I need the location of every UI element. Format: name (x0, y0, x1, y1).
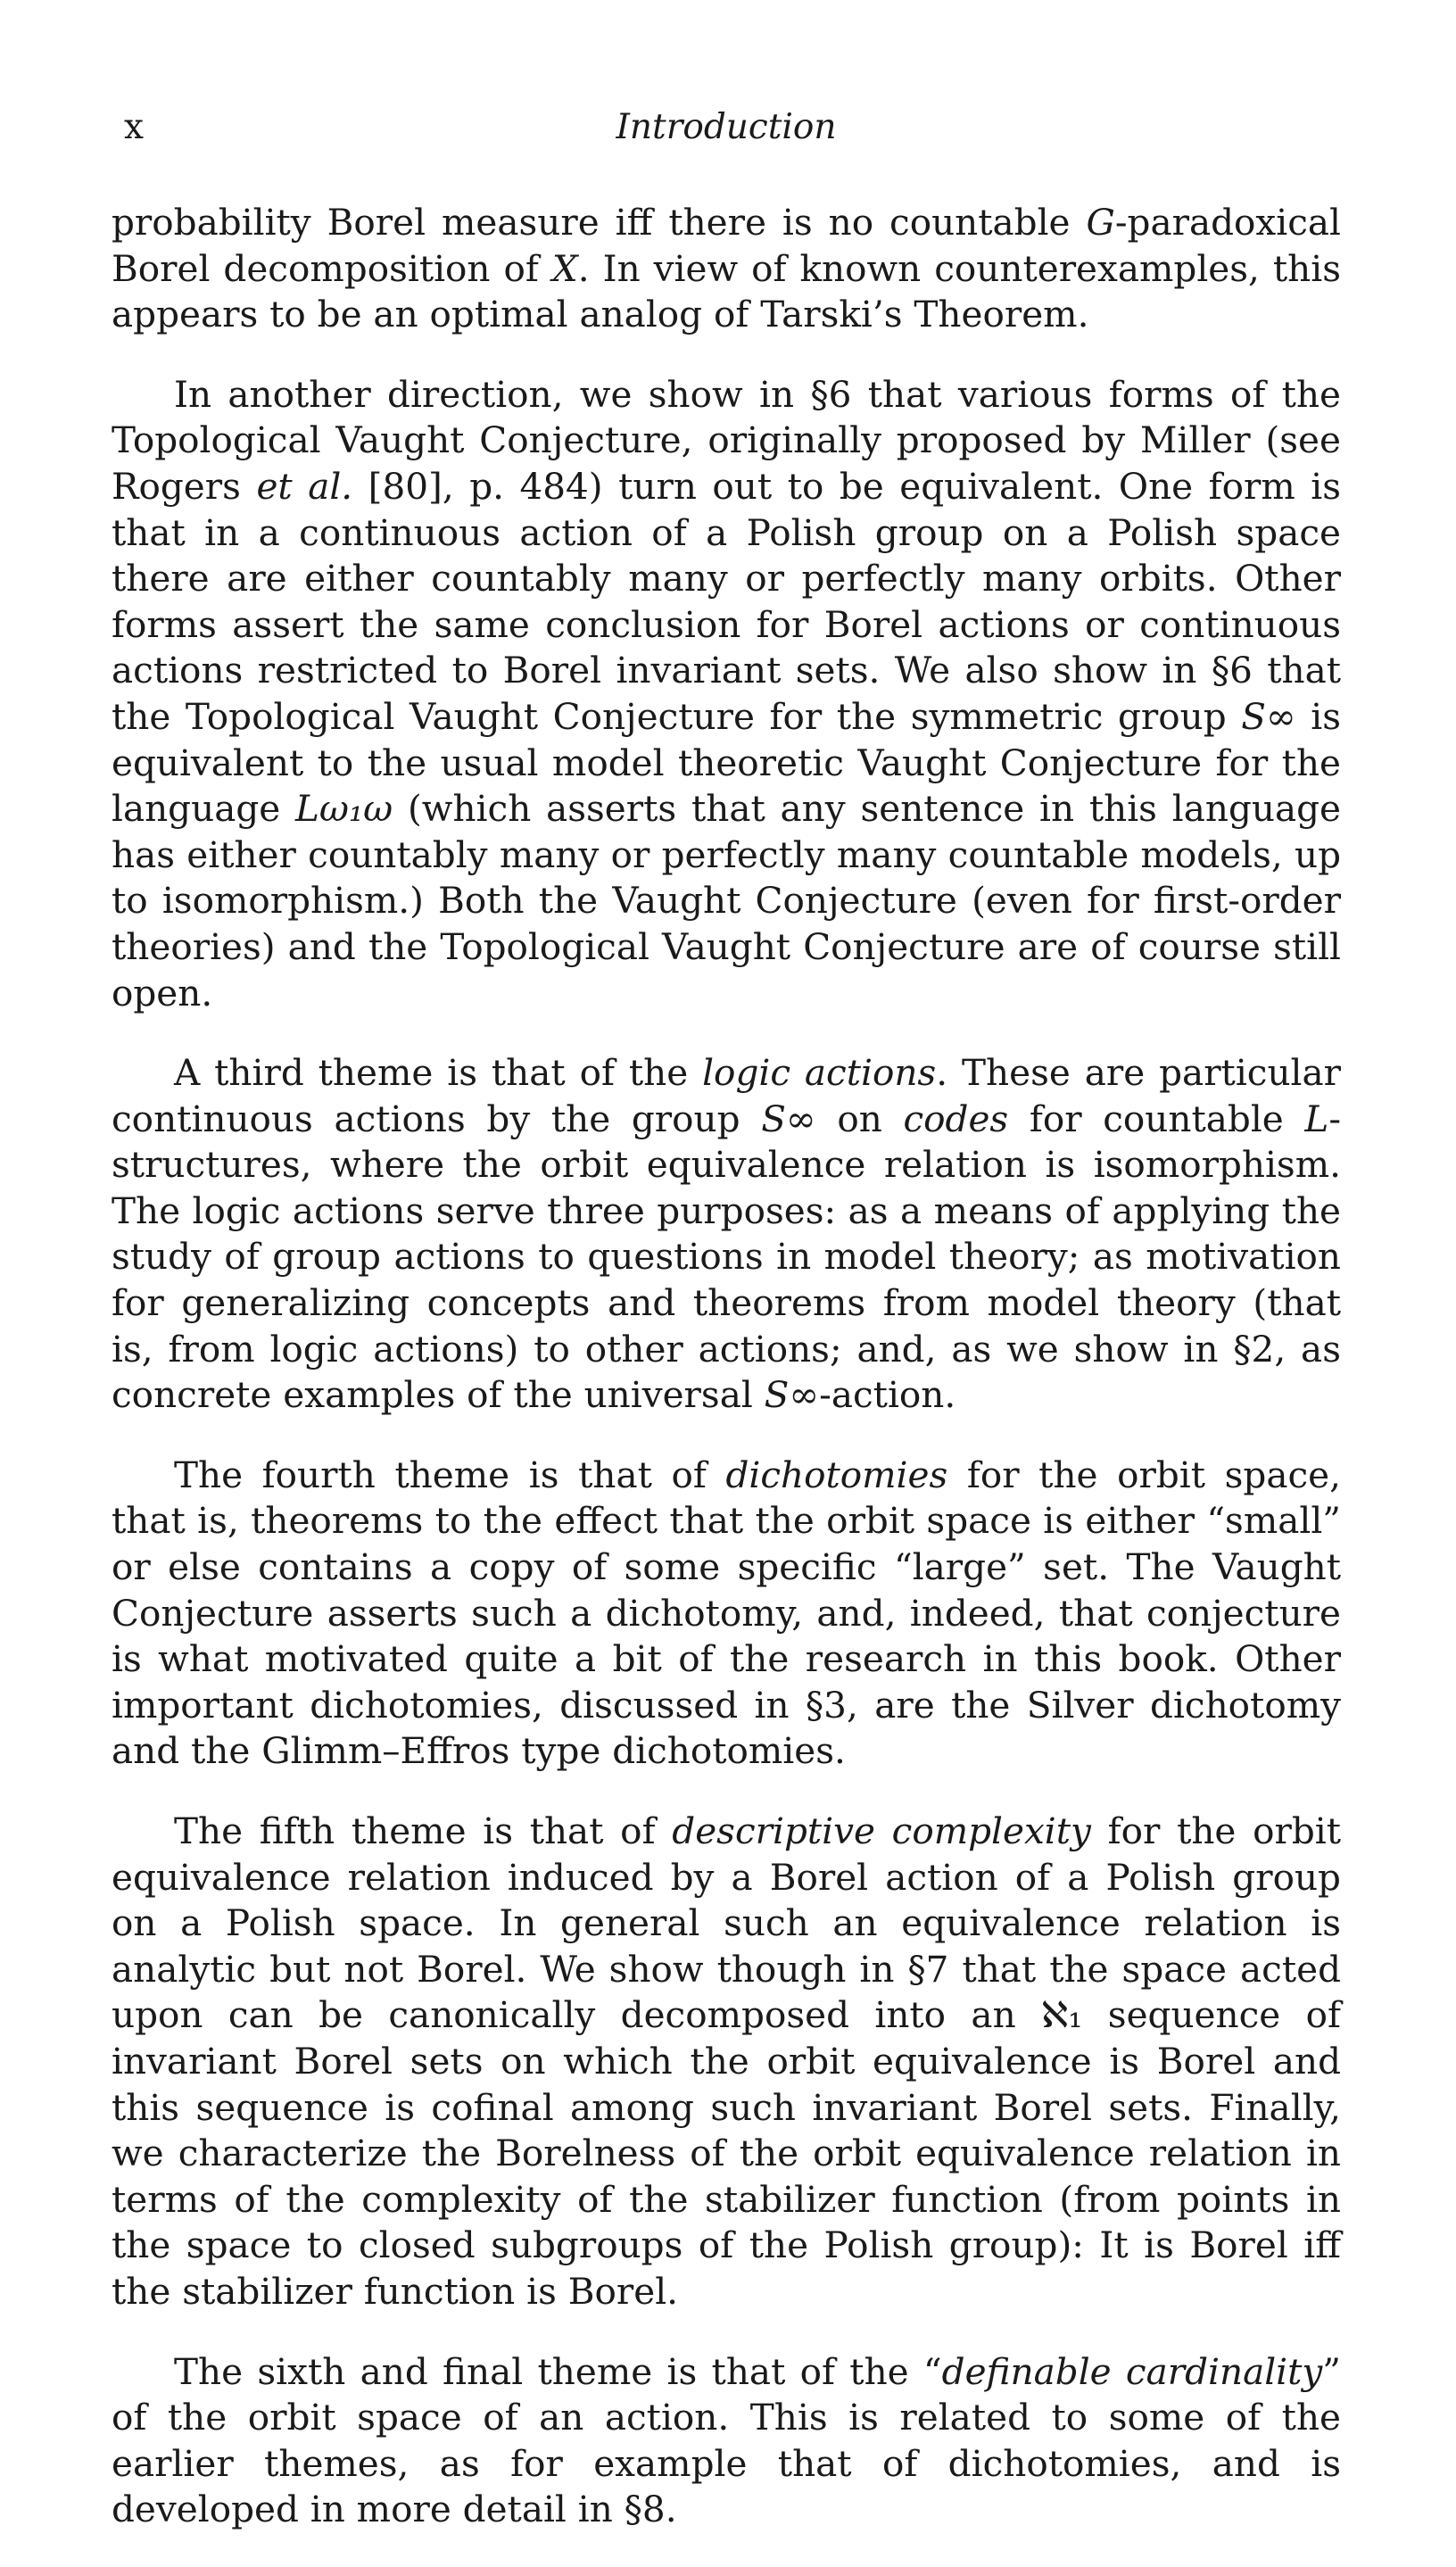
text-run: on (815, 1097, 904, 1140)
running-head: Introduction (616, 107, 837, 147)
text-run: The fifth theme is that of (174, 1809, 673, 1852)
text-run: (which asserts that any sentence in this language has either countably many or perfectly many countable models, up to isomorphism.) Both the Vaught Conjecture (even for first-order theories) and the Topological Vaught Conjecture are of course still open. (112, 787, 1341, 1014)
paragraph (112, 2349, 1341, 2533)
text-run: The fourth theme is that of (174, 1453, 726, 1496)
italic-text: definable cardinality (941, 2349, 1323, 2393)
italic-text: dichotomies (725, 1453, 948, 1496)
paragraph (112, 200, 1341, 338)
paragraph (112, 1809, 1341, 2315)
book-page (112, 100, 1341, 2567)
paragraph (112, 1050, 1341, 1419)
italic-text: L (1304, 1097, 1329, 1140)
italic-text: S∞ (1241, 694, 1296, 738)
italic-text: X (551, 246, 578, 290)
italic-text: G (1086, 201, 1115, 244)
italic-text: S∞ (761, 1097, 816, 1140)
page-header (112, 100, 1341, 153)
italic-text: Lω₁ω (295, 787, 393, 831)
italic-text: descriptive complexity (672, 1809, 1091, 1852)
text-run: [80], p. 484) turn out to be equivalent. One form is that in a continuous action of a Polish group on a Polish space there are either countably many or perfectly many orbits. Other forms assert the same conclusion for Borel actions or continuous actions restricted to Borel invariant sets. We also show in §6 that the Topological Vaught Conjecture for the symmetric group (112, 464, 1342, 738)
italic-text: codes (903, 1097, 1009, 1140)
page-number: x (124, 107, 144, 147)
page-body (112, 200, 1341, 2533)
paragraph (112, 1453, 1341, 1775)
text-run: -action. (819, 1373, 956, 1417)
text-run: for the orbit space, that is, theorems to the effect that the orbit space is either “small” or else contains a copy of some specific “large” set. The Vaught Conjecture asserts such a dichotomy, and, indeed, that conjecture is what motivated quite a bit of the research in this book. Other important dichotomies, discussed in §3, are the Silver dichotomy and the Glimm–Effros type dichotomies. (112, 1453, 1341, 1773)
text-run: for the orbit equivalence relation induced by a Borel action of a Polish group on a Polish space. In general such an equivalence relation is analytic but not Borel. We show though in §7 that the space acted upon can be canonically decomposed into an ℵ₁ sequence of invariant Borel sets on which the orbit equivalence is Borel and this sequence is cofinal among such invariant Borel sets. Finally, we characterize the Borelness of the orbit equivalence relation in terms of the complexity of the stabilizer function (from points in the space to closed subgroups of the Polish group): It is Borel iff the stabilizer function is Borel. (112, 1809, 1342, 2313)
text-run: . These are particular continuous actions by the group (112, 1051, 1342, 1140)
text-run: probability Borel measure iff there is no countable (112, 201, 1087, 244)
text-run: for countable (1008, 1097, 1305, 1140)
italic-text: et al. (256, 464, 353, 508)
paragraph (112, 372, 1341, 1016)
text-run: -paradoxical Borel decomposition of (112, 201, 1341, 290)
text-run: -structures, where the orbit equivalence relation is isomorphism. The logic actions serve three purposes: as a means of applying the study of group actions to questions in model theory; as motivation for generalizing concepts and theorems from model theory (that is, from logic actions) to other actions; and, as we show in §2, as concrete examples of the universal (112, 1097, 1341, 1417)
text-run: The sixth and final theme is that of the “ (174, 2349, 942, 2393)
text-run: . In view of known counterexamples, this appears to be an optimal analog of Tarski’s Theorem. (112, 246, 1341, 336)
text-run: In another direction, we show in §6 that various forms of the Topological Vaught Conjecture, originally proposed by Miller (see Rogers (112, 372, 1341, 508)
text-run: A third theme is that of the (174, 1051, 703, 1095)
italic-text: logic actions (702, 1051, 937, 1095)
text-run: is equivalent to the usual model theoretic Vaught Conjecture for the language (112, 694, 1341, 831)
italic-text: S∞ (764, 1373, 820, 1417)
text-run: ” of the orbit space of an action. This is related to some of the earlier themes, as for example that of dichotomies, and is developed in more detail in §8. (112, 2349, 1341, 2531)
